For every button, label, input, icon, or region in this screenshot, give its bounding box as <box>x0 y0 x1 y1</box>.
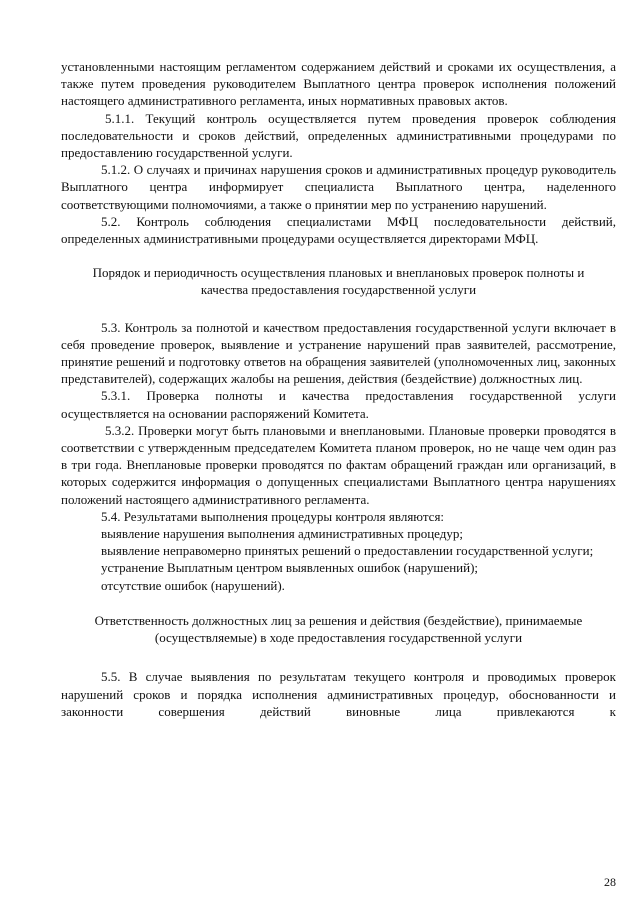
paragraph-5-2: 5.2. Контроль соблюдения специалистами МФЦ последовательности действий, определенных административными процедурами осуществляется директорами МФЦ. <box>61 213 616 247</box>
section-b <box>61 319 616 594</box>
paragraph-5-3-1: 5.3.1. Проверка полноты и качества предоставления государственной услуги осуществляется на основании распоряжений Комитета. <box>61 388 616 421</box>
paragraph-5-1-2: 5.1.2. О случаях и причинах нарушения сроков и административных процедур руководитель Выплатного центра информирует специалиста Выплатного центра, наделенного соответствующими полномочиями, а также о принятии мер по устранению нарушений. <box>61 162 616 212</box>
paragraph-5-4: 5.4. Результатами выполнения процедуры контроля являются: <box>101 508 445 524</box>
section-a <box>61 58 616 247</box>
section-heading-responsibility: Ответственность должностных лиц за решения и действия (бездействие), принимаемые (осуществляемые) в ходе предоставления государственной услуги <box>94 612 583 646</box>
paragraph-continuation: установленными настоящим регламентом содержанием действий и сроками их осуществления, а также путем проведения руководителем Выплатного центра проверок исполнения положений настоящего административного регламента, иных нормативных правовых актов. <box>61 59 616 109</box>
paragraph-5-3-2: 5.3.2. Проверки могут быть плановыми и внеплановыми. Плановые проверки проводятся в соответствии с утвержденным председателем Комитета планом проверок, но не чаще чем один раз в три года. Внеплановые проверки проводятся по фактам обращений граждан или организаций, в которых содержится информация о допущенных специалистами Выплатного центра нарушениях положений настоящего административного регламента. <box>61 422 616 507</box>
section-heading-checks: Порядок и периодичность осуществления плановых и внеплановых проверок полноты и качества предоставления государственной услуги <box>92 265 585 298</box>
list-item-no-errors: отсутствие ошибок (нарушений). <box>101 577 285 593</box>
paragraph-5-3: 5.3. Контроль за полнотой и качеством предоставления государственной услуги включает в себя проведение проверок, выявление и устранение нарушений прав заявителей, рассмотрение, принятие решений и подготовку ответов на обращения заявителей (уполномоченных лиц, законных представителей), содержащих жалобы на решения, действия (бездействие) должностных лиц. <box>61 319 616 387</box>
paragraph-5-1-1: 5.1.1. Текущий контроль осуществляется путем проведения проверок соблюдения последовательности и сроков действий, определенных административными процедурами по предоставлению государственной услуги. <box>61 110 616 161</box>
list-item-error-elimination: устранение Выплатным центром выявленных ошибок (нарушений); <box>101 560 479 576</box>
page-number: 28 <box>604 875 616 889</box>
list-item-violations: выявление нарушения выполнения административных процедур; <box>101 526 463 542</box>
section-c <box>61 668 616 720</box>
list-item-unlawful-decisions: выявление неправомерно принятых решений о предоставлении государственной услуги; <box>101 543 594 559</box>
paragraph-5-5: 5.5. В случае выявления по результатам текущего контроля и проводимых проверок нарушений сроков и порядка исполнения административных процедур, обоснованности и законности совершения действий виновные лица привлекаются к <box>61 669 616 719</box>
